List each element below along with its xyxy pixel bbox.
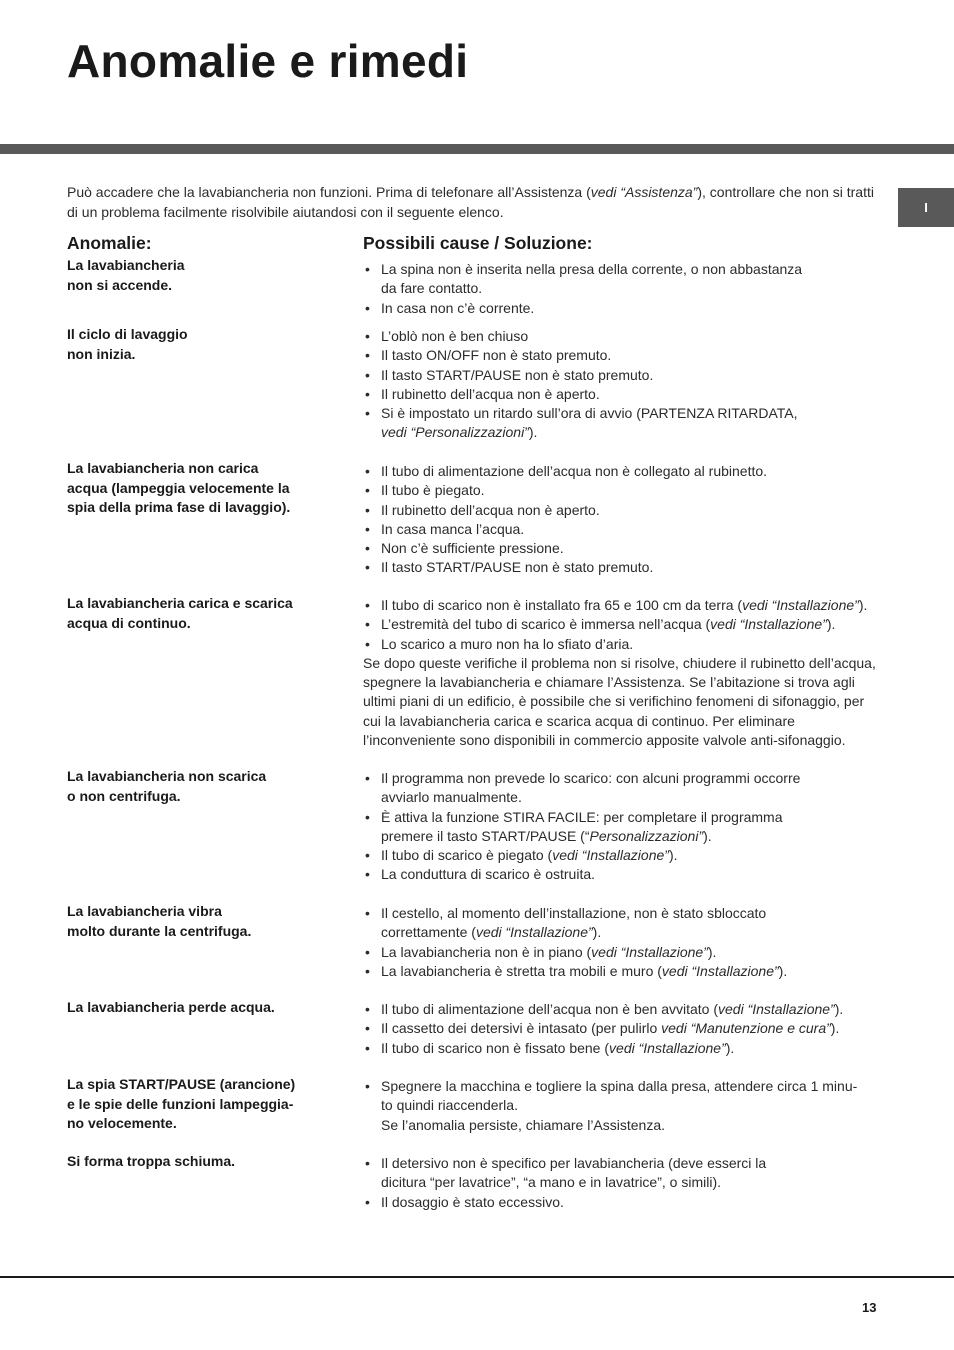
intro-paragraph [67,183,882,222]
cause-item [363,615,883,634]
cause-item [363,1000,883,1019]
cause-item-continuation [363,923,883,942]
cause-text: Si è impostato un ritardo sull’ora di avvio (PARTENZA RITARDATA, [381,405,798,422]
cause-text: Lo scarico a muro non ha lo sfiato d’aria. [381,635,634,652]
problem-label [67,767,342,806]
problem-label [67,594,342,633]
cause-list [363,1077,883,1135]
cause-text: La lavabiancheria non è in piano ( [381,943,592,960]
cause-item [363,404,883,423]
cause-text: Il tubo di scarico non è installato fra 65 e 100 cm da terra ( [381,597,743,613]
problem-label-line: acqua (lampeggia velocemente la [67,479,290,496]
cause-bullets [363,596,883,654]
problem-label-line: La lavabiancheria perde acqua. [67,999,275,1015]
cause-bullets [363,327,883,443]
problem-label [67,325,342,364]
cause-text: Il tubo è piegato. [381,482,485,499]
cause-item [363,327,883,346]
problem-label-line: molto durante la centrifuga. [67,922,252,939]
cause-suffix: ). [834,1001,844,1017]
page-number: 13 [862,1300,877,1315]
cause-text: Il cestello, al momento dell’installazione, non è stato sbloccato [381,905,767,921]
page-title: Anomalie e rimedi [67,35,469,87]
cause-text: Il tubo di alimentazione dell’acqua non è collegato al rubinetto. [381,463,768,479]
cause-item [363,346,883,365]
intro-reference: vedi “Assistenza” [590,184,698,200]
cause-item [363,846,883,865]
cause-reference: vedi “Installazione” [718,1001,835,1017]
cause-text: La lavabiancheria è stretta tra mobili e muro ( [381,962,662,979]
cause-item [363,366,883,385]
cause-text: Il dosaggio è stato eccessivo. [381,1193,564,1210]
cause-text: da fare contatto. [381,280,483,297]
cause-text: La conduttura di scarico è ostruita. [381,866,596,883]
cause-item [363,865,883,884]
cause-header: Possibili cause / Soluzione: [363,233,593,253]
cause-text: La spina non è inserita nella presa della corrente, o non abbastanza [381,261,803,277]
cause-item [363,1077,883,1096]
cause-text: Il tubo di alimentazione dell’acqua non è ben avvitato ( [381,1001,718,1017]
cause-item [363,539,883,558]
cause-text: È attiva la funzione STIRA FACILE: per completare il programma [381,808,783,825]
cause-text: Il programma non prevede lo scarico: con alcuni programmi occorre [381,770,801,786]
cause-paragraph: Se dopo queste verifiche il problema non si risolve, chiudere il rubinetto dell’acqua, spegnere la lavabiancheria e chiamare l’Assistenza. Se l’abitazione si trova agli ultimi piani di un edificio, è possibile che si verifichino fenomeni di sifonaggio, per cui la lavabiancheria carica e scarica acqua di continuo. Per eliminare l’inconveniente sono disponibili in commercio apposite valvole anti-sifonaggio. [363,654,876,749]
cause-item [363,1019,883,1038]
cause-item [363,943,883,962]
cause-list [363,1000,883,1058]
cause-item [363,1154,883,1173]
problem-label-line: spia della prima fase di lavaggio). [67,499,291,515]
cause-list [363,769,883,885]
cause-item [363,558,883,577]
footer-divider [0,1276,954,1278]
cause-item [363,808,883,827]
problem-label [67,1152,342,1172]
cause-item-continuation [363,788,883,807]
cause-item-continuation [363,423,883,442]
cause-item [363,962,883,981]
problem-label-line: Si forma troppa schiuma. [67,1153,236,1169]
cause-reference: vedi “Installazione” [661,962,779,979]
cause-bullets [363,1000,883,1058]
cause-item-continuation [363,1173,883,1192]
cause-bullets [363,260,883,318]
cause-item [363,501,883,520]
cause-list [363,1154,883,1212]
problem-label-line: La lavabiancheria non carica [67,460,259,476]
cause-item [363,1193,883,1212]
cause-text: Il rubinetto dell’acqua non è aperto. [381,385,600,402]
cause-text: avviarlo manualmente. [381,789,522,806]
problem-label [67,256,342,295]
cause-reference: vedi “Installazione” [710,616,827,633]
cause-suffix: ). [725,1039,735,1056]
cause-item-continuation [363,279,883,298]
cause-text: dicitura “per lavatrice”, “a mano e in lavatrice”, o simili). [381,1174,721,1191]
problem-label-line: non inizia. [67,345,136,362]
problem-label-line: acqua di continuo. [67,614,191,631]
cause-item [363,299,883,318]
cause-list [363,904,883,981]
problem-label [67,1075,342,1134]
problem-label-line: La lavabiancheria non scarica [67,768,267,784]
cause-list [363,462,883,578]
cause-text: premere il tasto START/PAUSE (“ [381,827,590,844]
cause-bullets [363,769,883,885]
cause-text: Il tubo di scarico non è fissato bene ( [381,1039,610,1056]
problem-label [67,902,342,941]
cause-text: correttamente ( [381,924,476,941]
cause-suffix: ). [858,597,868,613]
cause-suffix: ). [668,847,678,864]
cause-item [363,481,883,500]
problem-label-line: La spia START/PAUSE (arancione) [67,1076,296,1092]
cause-bullets [363,904,883,981]
cause-reference: Personalizzazioni” [589,827,704,844]
cause-text: Il tasto ON/OFF non è stato premuto. [381,347,612,364]
cause-suffix: ). [707,943,717,960]
cause-text: Il rubinetto dell’acqua non è aperto. [381,501,600,518]
cause-item [363,260,883,279]
cause-text: Se l’anomalia persiste, chiamare l’Assistenza. [381,1116,666,1133]
cause-text: Il tubo di scarico è piegato ( [381,847,553,864]
cause-text: Il tasto START/PAUSE non è stato premuto. [381,559,654,576]
cause-item-continuation [363,1116,883,1135]
intro-text-end: ), controllare che non si tratti di un problema facilmente risolvibile aiutandosi con il seguente elenco. [67,184,874,220]
cause-text: In casa manca l’acqua. [381,520,525,537]
cause-item [363,520,883,539]
anomalie-header: Anomalie: [67,233,152,253]
cause-item [363,769,883,788]
cause-reference: vedi “Installazione” [552,847,669,864]
cause-text: L’oblò non è ben chiuso [381,328,529,344]
cause-text: Il detersivo non è specifico per lavabiancheria (deve esserci la [381,1155,767,1171]
cause-reference: vedi “Manutenzione e cura” [661,1020,831,1037]
intro-text: Può accadere che la lavabiancheria non funzioni. Prima di telefonare all’Assistenza ( [67,184,591,200]
cause-text: Il tasto START/PAUSE non è stato premuto. [381,366,654,383]
problem-label-line: La lavabiancheria carica e scarica [67,595,293,611]
cause-item-continuation [363,1096,883,1115]
cause-suffix: ). [778,962,788,979]
cause-text: to quindi riaccenderla. [381,1097,518,1114]
cause-suffix: ). [592,924,602,941]
cause-suffix: ). [528,424,538,441]
cause-suffix: ). [703,827,712,844]
cause-item [363,635,883,654]
cause-text: Non c’è sufficiente pressione. [381,540,564,557]
problem-label-line: o non centrifuga. [67,787,181,804]
cause-bullets [363,462,883,578]
cause-text: In casa non c’è corrente. [381,299,535,316]
cause-reference: vedi “Installazione” [742,597,859,613]
cause-item [363,596,883,615]
cause-list [363,260,883,318]
cause-bullets [363,1154,883,1212]
problem-label-line: no velocemente. [67,1115,177,1131]
problem-label-line: Il ciclo di lavaggio [67,326,188,342]
cause-item [363,1039,883,1058]
problem-label-line: La lavabiancheria vibra [67,903,222,919]
cause-text: Il cassetto dei detersivi è intasato (per pulirlo [381,1020,662,1037]
problem-label-line: e le spie delle funzioni lampeggia- [67,1095,294,1112]
header-divider [0,144,954,154]
cause-reference: vedi “Installazione” [591,943,708,960]
cause-item-continuation [363,827,883,846]
cause-reference: vedi “Installazione” [475,924,593,941]
cause-text: L’estremità del tubo di scarico è immersa nell’acqua ( [381,616,711,633]
cause-suffix: ). [826,616,836,633]
cause-list [363,596,883,750]
cause-bullets [363,1077,883,1135]
cause-list [363,327,883,443]
cause-suffix: ). [830,1020,840,1037]
problem-label [67,459,342,518]
cause-reference: vedi “Installazione” [609,1039,726,1056]
problem-label-line: non si accende. [67,276,173,293]
cause-item [363,904,883,923]
problem-label [67,998,342,1018]
cause-item [363,385,883,404]
cause-item [363,462,883,481]
cause-text: Spegnere la macchina e togliere la spina dalla presa, attendere circa 1 minu- [381,1078,858,1094]
language-tab: I [898,188,954,227]
problem-label-line: La lavabiancheria [67,257,185,273]
cause-reference: vedi “Personalizzazioni” [381,424,529,441]
